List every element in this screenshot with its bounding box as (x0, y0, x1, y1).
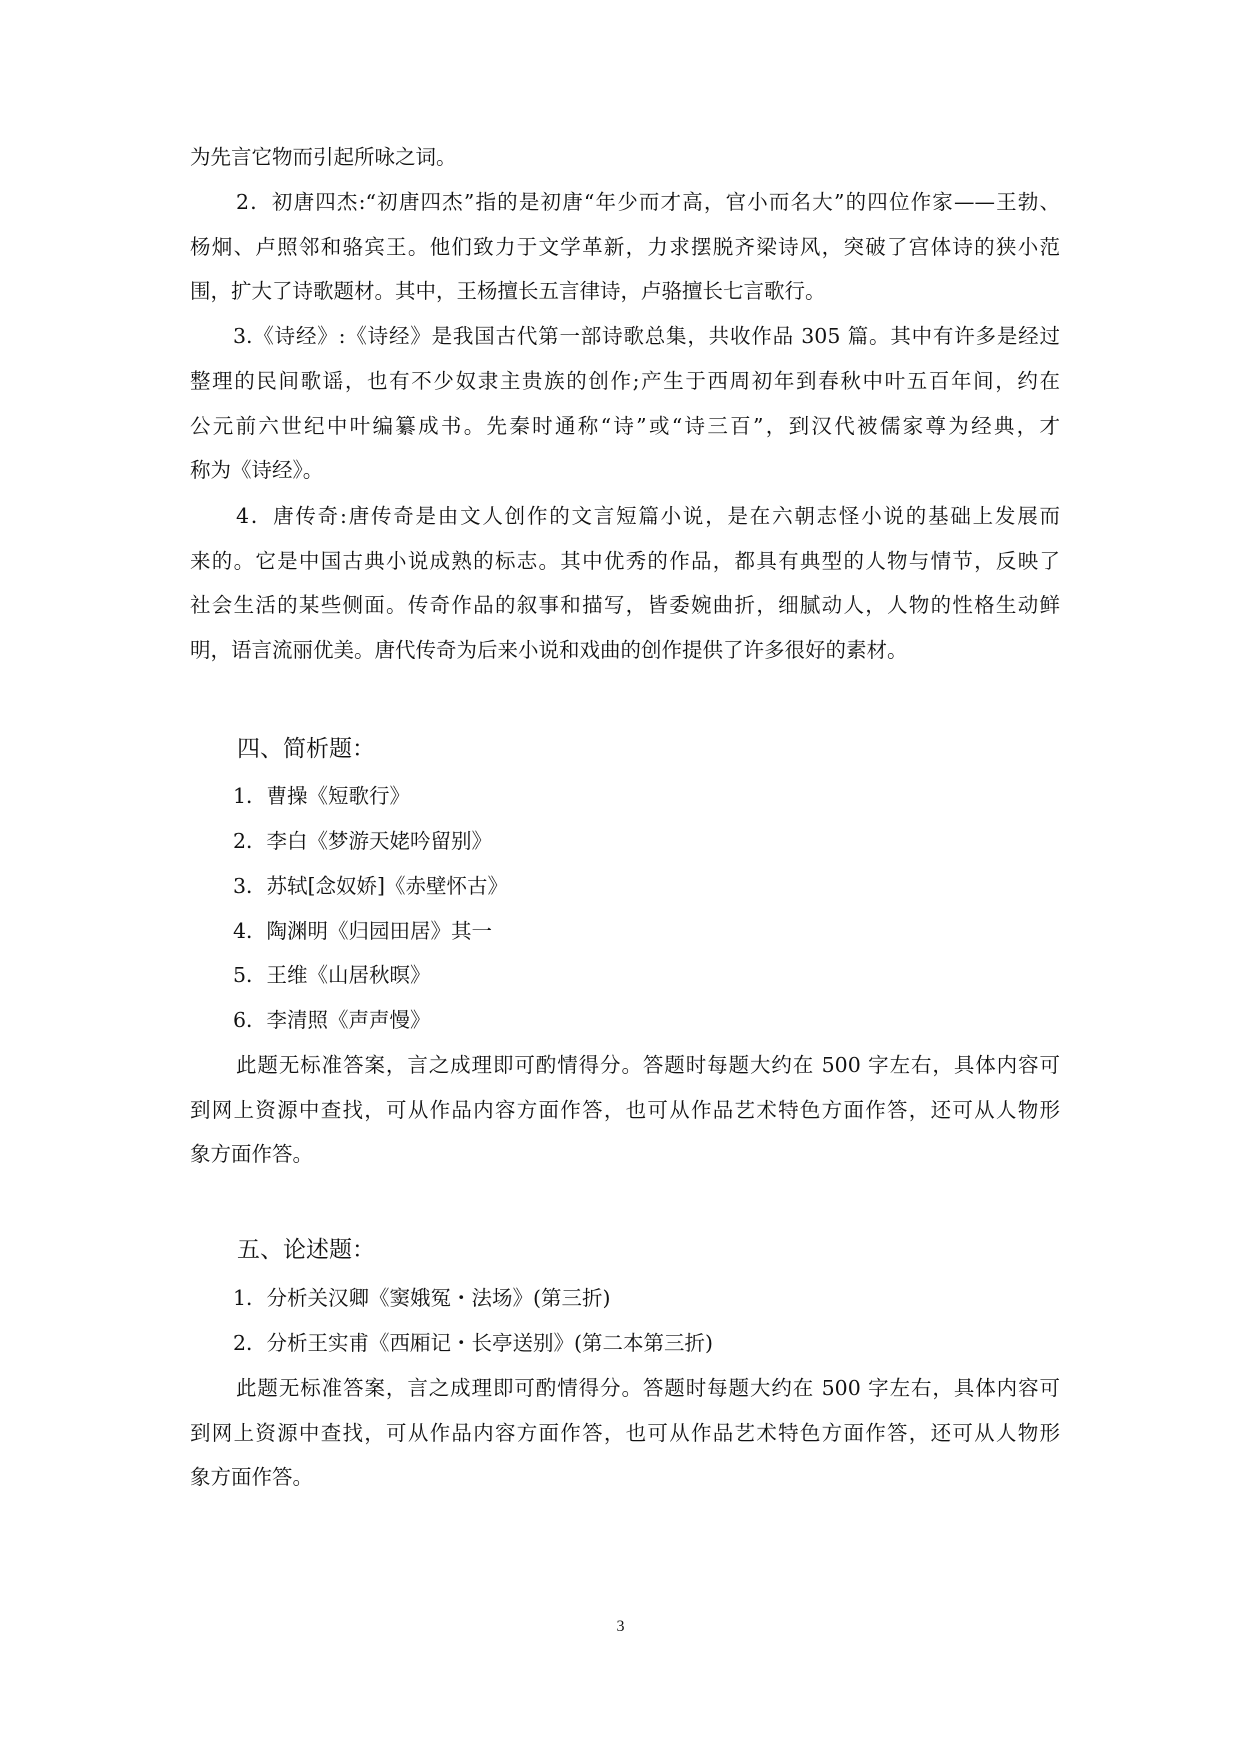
section-5-note-line-2: 到网上资源中查找，可从作品内容方面作答，也可从作品艺术特色方面作答，还可从人物形 (190, 1421, 1060, 1445)
term-item-4-line-4: 明，语言流丽优美。唐代传奇为后来小说和戏曲的创作提供了许多很好的素材。 (190, 638, 908, 662)
term-item-4-line-1: 4．唐传奇:唐传奇是由文人创作的文言短篇小说，是在六朝志怪小说的基础上发展而 (236, 504, 1060, 528)
analysis-item-5: 5．王维《山居秋暝》 (233, 963, 431, 987)
analysis-item-2: 2．李白《梦游天姥吟留别》 (233, 829, 493, 853)
term-item-3-line-1: 3.《诗经》:《诗经》是我国古代第一部诗歌总集，共收作品 305 篇。其中有许多是经过 (233, 324, 1060, 348)
section-4-heading: 四、简析题： (237, 736, 375, 762)
section-5-note-line-3: 象方面作答。 (190, 1465, 313, 1489)
analysis-item-1: 1．曹操《短歌行》 (233, 784, 411, 808)
analysis-item-3: 3．苏轼[念奴娇]《赤壁怀古》 (233, 874, 509, 898)
section-4-note-line-3: 象方面作答。 (190, 1142, 313, 1166)
term-item-3-line-2: 整理的民间歌谣，也有不少奴隶主贵族的创作;产生于西周初年到春秋中叶五百年间，约在 (190, 369, 1060, 393)
section-4-note-line-1: 此题无标准答案，言之成理即可酌情得分。答题时每题大约在 500 字左右，具体内容可 (236, 1053, 1060, 1077)
term-item-3-line-3: 公元前六世纪中叶编纂成书。先秦时通称“诗”或“诗三百”，到汉代被儒家尊为经典，才 (190, 414, 1060, 438)
term-item-2-line-1: 2．初唐四杰:“初唐四杰”指的是初唐“年少而才高，官小而名大”的四位作家——王勃、 (236, 190, 1060, 214)
essay-item-2: 2．分析王实甫《西厢记・长亭送别》(第二本第三折) (233, 1331, 714, 1355)
term-item-2-line-3: 围，扩大了诗歌题材。其中，王杨擅长五言律诗，卢骆擅长七言歌行。 (190, 279, 826, 303)
essay-item-1: 1．分析关汉卿《窦娥冤・法场》(第三折) (233, 1286, 611, 1310)
analysis-item-6: 6．李清照《声声慢》 (233, 1008, 431, 1032)
term-item-4-line-3: 社会生活的某些侧面。传奇作品的叙事和描写，皆委婉曲折，细腻动人，人物的性格生动鲜 (190, 593, 1060, 617)
page-number: 3 (616, 1618, 625, 1635)
section-5-note-line-1: 此题无标准答案，言之成理即可酌情得分。答题时每题大约在 500 字左右，具体内容可 (236, 1376, 1060, 1400)
analysis-item-4: 4．陶渊明《归园田居》其一 (233, 919, 493, 943)
paragraph-line: 为先言它物而引起所咏之词。 (190, 145, 457, 169)
term-item-4-line-2: 来的。它是中国古典小说成熟的标志。其中优秀的作品，都具有典型的人物与情节，反映了 (190, 549, 1060, 573)
section-5-heading: 五、论述题： (237, 1237, 375, 1263)
section-4-note-line-2: 到网上资源中查找，可从作品内容方面作答，也可从作品艺术特色方面作答，还可从人物形 (190, 1098, 1060, 1122)
term-item-3-line-4: 称为《诗经》。 (190, 458, 324, 482)
term-item-2-line-2: 杨炯、卢照邻和骆宾王。他们致力于文学革新，力求摆脱齐梁诗风，突破了宫体诗的狭小范 (190, 235, 1060, 259)
